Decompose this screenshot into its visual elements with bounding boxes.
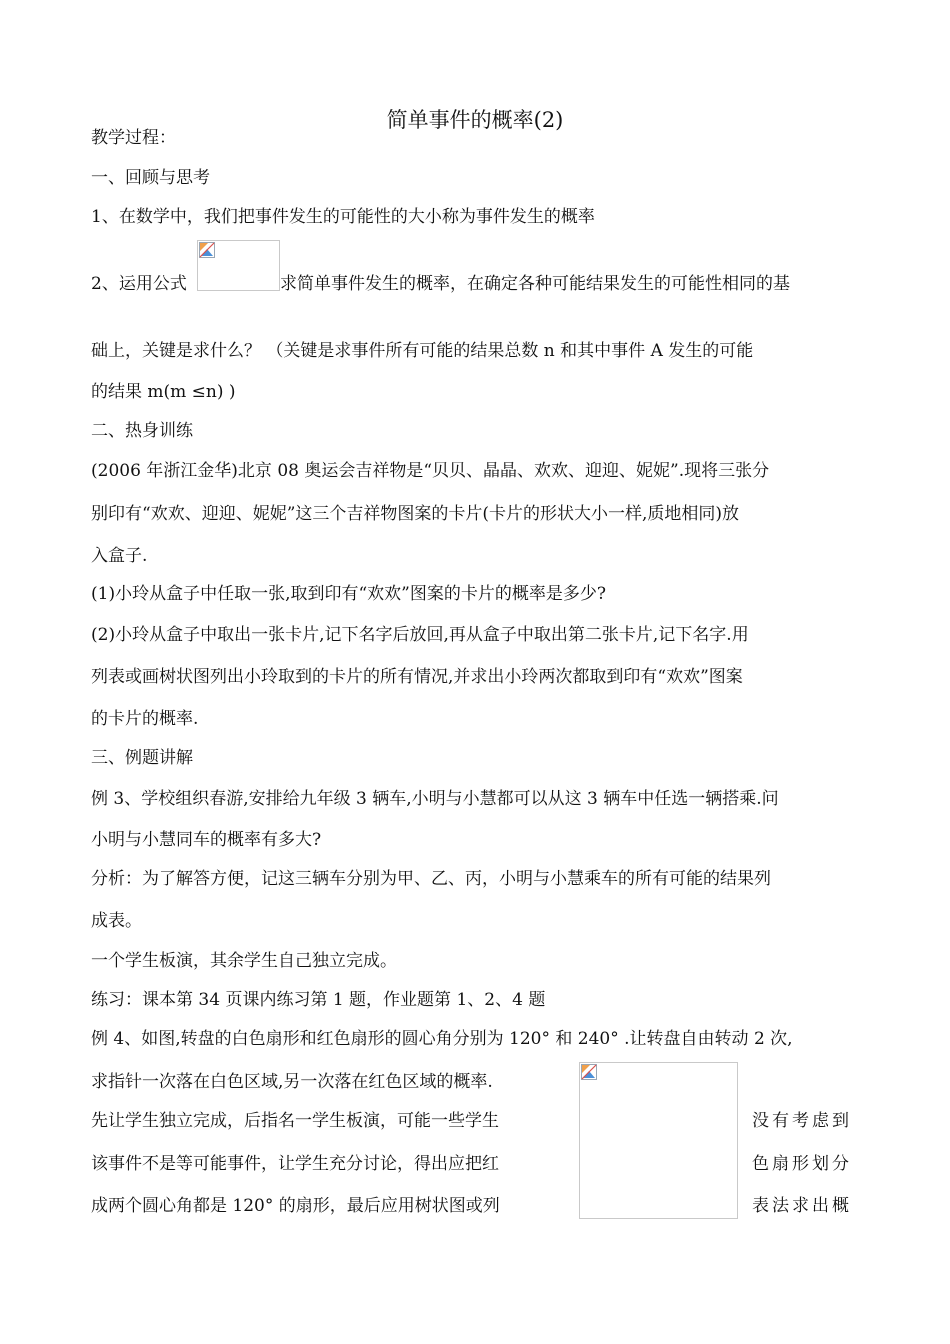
paragraph-line: 先让学生独立完成，后指名一学生板演，可能一些学生 <box>91 1111 499 1131</box>
paragraph-line: 别印有“欢欢、迎迎、妮妮”这三个吉祥物图案的卡片(卡片的形状大小一样,质地相同)放 <box>91 504 740 524</box>
paragraph-line: (1)小玲从盒子中任取一张,取到印有“欢欢”图案的卡片的概率是多少? <box>91 584 606 604</box>
paragraph-line: 分析：为了解答方便，记这三辆车分别为甲、乙、丙，小明与小慧乘车的所有可能的结果列 <box>91 869 771 889</box>
paragraph-line: 一个学生板演，其余学生自己独立完成。 <box>91 951 397 971</box>
paragraph-line: 该事件不是等可能事件，让学生充分讨论，得出应把红 <box>91 1154 499 1174</box>
paragraph-line: 求指针一次落在白色区域,另一次落在红色区域的概率. <box>91 1072 493 1092</box>
paragraph-line: 练习：课本第 34 页课内练习第 1 题，作业题第 1、2、4 题 <box>91 990 546 1010</box>
paragraph-line-continuation: 表法求出概 <box>752 1196 852 1216</box>
broken-image-icon <box>581 1064 597 1080</box>
paragraph-line: 求简单事件发生的概率，在确定各种可能结果发生的可能性相同的基 <box>280 274 790 294</box>
paragraph-line: 1、在数学中，我们把事件发生的可能性的大小称为事件发生的概率 <box>91 207 595 227</box>
paragraph-line: 础上，关键是求什么？ （关键是求事件所有可能的结果总数 n 和其中事件 A 发生的可能 <box>91 341 754 361</box>
paragraph-line: 的卡片的概率. <box>91 709 199 729</box>
paragraph-line: 例 4、如图,转盘的白色扇形和红色扇形的圆心角分别为 120° 和 240° .让转盘自由转动 2 次, <box>91 1029 793 1049</box>
paragraph-line: (2)小玲从盒子中取出一张卡片,记下名字后放回,再从盒子中取出第二张卡片,记下名字.用 <box>91 625 749 645</box>
paragraph-line-continuation: 没有考虑到 <box>752 1111 852 1131</box>
section-heading: 一、回顾与思考 <box>91 168 210 188</box>
formula-image <box>197 240 280 291</box>
paragraph-line: 小明与小慧同车的概率有多大? <box>91 830 322 850</box>
paragraph-line: (2006 年浙江金华)北京 08 奥运会吉祥物是“贝贝、晶晶、欢欢、迎迎、妮妮”.现将三张分 <box>91 461 770 481</box>
broken-image-icon <box>199 242 215 258</box>
paragraph-line: 成两个圆心角都是 120° 的扇形，最后应用树状图或列 <box>91 1196 500 1216</box>
paragraph-line: 入盒子. <box>91 546 148 566</box>
paragraph-line: 列表或画树状图列出小玲取到的卡片的所有情况,并求出小玲两次都取到印有“欢欢”图案 <box>91 667 743 687</box>
page-title: 简单事件的概率(2) <box>386 108 564 132</box>
spinner-figure-image <box>579 1062 738 1219</box>
paragraph-line: 的结果 m(m ≤n) ) <box>91 382 236 402</box>
paragraph-line: 成表。 <box>91 911 142 931</box>
section-heading: 二、热身训练 <box>91 421 193 441</box>
section-heading: 三、例题讲解 <box>91 748 193 768</box>
paragraph-line-continuation: 色扇形划分 <box>752 1154 852 1174</box>
section-heading: 教学过程： <box>91 128 176 148</box>
paragraph-line: 2、运用公式 <box>91 274 187 294</box>
paragraph-line: 例 3、学校组织春游,安排给九年级 3 辆车,小明与小慧都可以从这 3 辆车中任选一辆搭乘.问 <box>91 789 779 809</box>
